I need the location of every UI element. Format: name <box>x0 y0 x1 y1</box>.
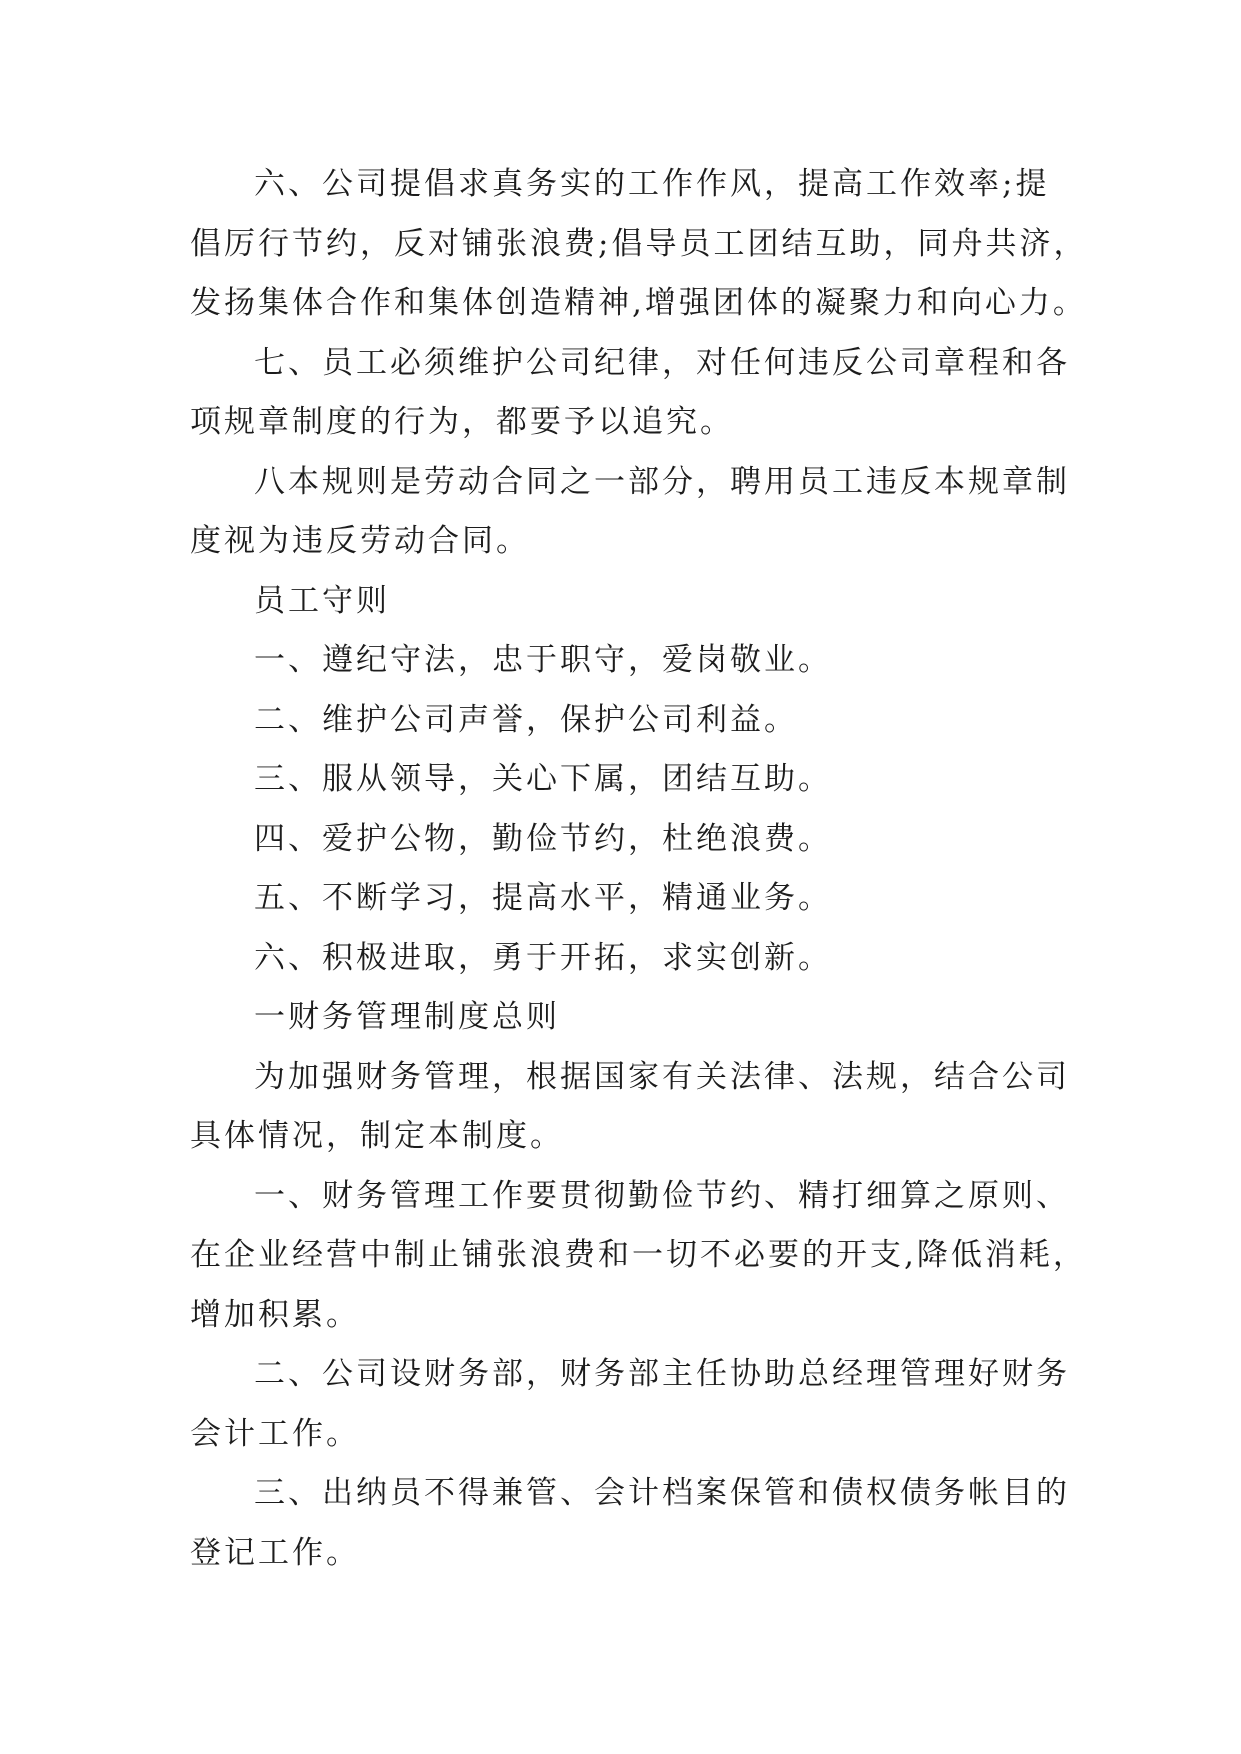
text-line: 员工守则 <box>254 582 390 619</box>
paragraph <box>190 929 1090 989</box>
text-line: 二、维护公司声誉，保护公司利益。 <box>254 701 798 738</box>
text-line: 会计工作。 <box>190 1415 360 1452</box>
paragraph <box>190 810 1090 870</box>
text-line: 三、服从领导，关心下属，团结互助。 <box>254 761 832 797</box>
paragraph <box>190 1345 1090 1464</box>
text-line: 六、公司提倡求真务实的工作作风，提高工作效率;提 <box>254 166 1050 202</box>
paragraph <box>190 691 1090 751</box>
text-line: 八本规则是劳动合同之一部分，聘用员工违反本规章制 <box>254 463 1070 500</box>
paragraph <box>190 988 1090 1048</box>
text-line: 六、积极进取，勇于开拓，求实创新。 <box>254 939 832 976</box>
paragraph <box>190 750 1090 810</box>
text-line: 七、员工必须维护公司纪律，对任何违反公司章程和各 <box>254 344 1070 381</box>
text-line: 三、出纳员不得兼管、会计档案保管和债权债务帐目的 <box>254 1475 1070 1511</box>
document-body <box>190 155 1090 1583</box>
text-line: 一、遵纪守法，忠于职守，爱岗敬业。 <box>254 642 832 678</box>
text-line: 具体情况，制定本制度。 <box>190 1118 564 1154</box>
paragraph <box>190 1464 1090 1583</box>
paragraph <box>190 869 1090 929</box>
text-line: 一、财务管理工作要贯彻勤俭节约、精打细算之原则、 <box>254 1177 1070 1214</box>
text-line: 为加强财务管理，根据国家有关法律、法规，结合公司 <box>254 1058 1070 1095</box>
text-line: 一财务管理制度总则 <box>254 999 560 1035</box>
text-line: 倡厉行节约，反对铺张浪费;倡导员工团结互助，同舟共济， <box>190 225 1088 262</box>
text-line: 度视为违反劳动合同。 <box>190 523 530 559</box>
text-line: 增加积累。 <box>190 1296 360 1333</box>
text-line: 发扬集体合作和集体创造精神,增强团体的凝聚力和向心力。 <box>190 285 1087 321</box>
text-line: 项规章制度的行为，都要予以追究。 <box>190 404 734 440</box>
paragraph <box>190 1048 1090 1167</box>
paragraph <box>190 155 1090 334</box>
text-line: 登记工作。 <box>190 1534 360 1571</box>
text-line: 四、爱护公物，勤俭节约，杜绝浪费。 <box>254 820 832 857</box>
text-line: 五、不断学习，提高水平，精通业务。 <box>254 880 832 916</box>
paragraph <box>190 1167 1090 1346</box>
paragraph <box>190 631 1090 691</box>
paragraph <box>190 572 1090 632</box>
paragraph <box>190 334 1090 453</box>
paragraph <box>190 453 1090 572</box>
text-line: 在企业经营中制止铺张浪费和一切不必要的开支,降低消耗， <box>190 1237 1087 1273</box>
text-line: 二、公司设财务部，财务部主任协助总经理管理好财务 <box>254 1356 1070 1392</box>
